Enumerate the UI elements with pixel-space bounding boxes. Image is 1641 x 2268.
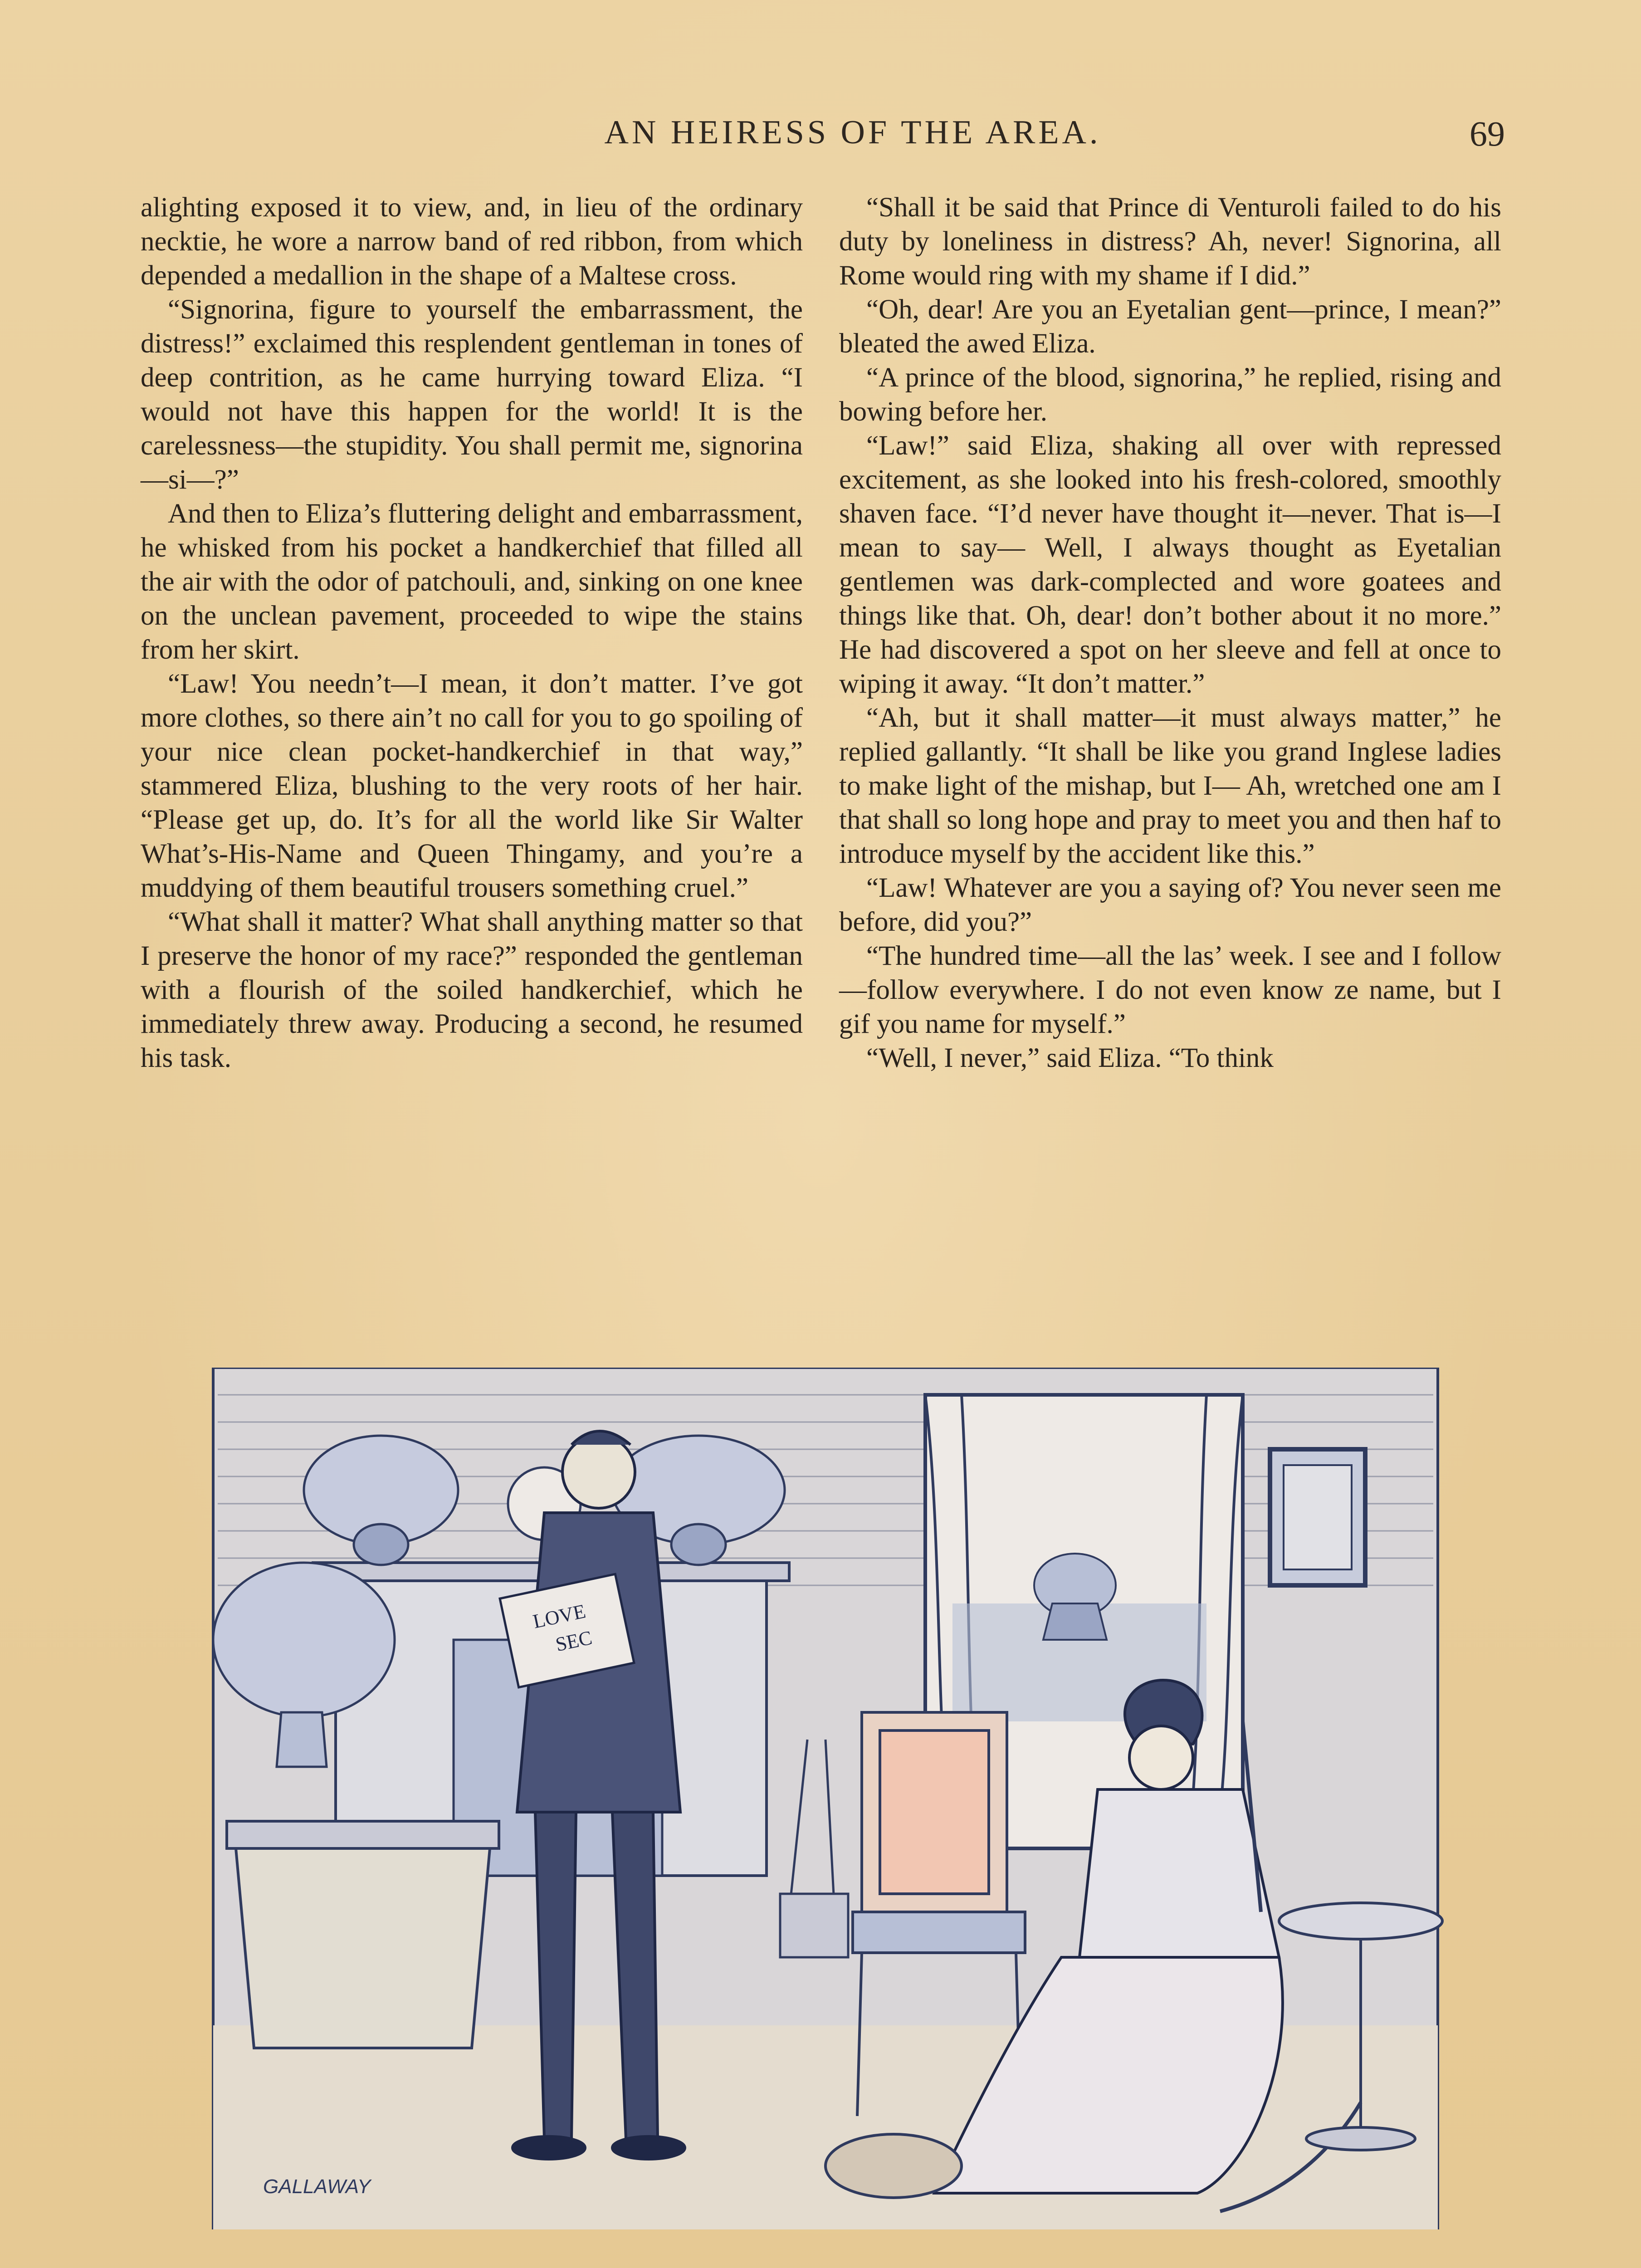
paragraph: “Signorina, figure to yourself the embarrassment, the distress!” exclaimed this resplendent gentleman in tones of deep contrition, as he came hurrying toward Eliza. “I would not have this happen for the world! It is the carelessness—the stupidity. You shall permit me, signorina—si—?” (141, 294, 803, 495)
page-number: 69 (1470, 114, 1505, 153)
paragraph: “Law! Whatever are you a saying of? You never seen me before, did you?” (839, 873, 1501, 937)
side-table (227, 1821, 499, 2048)
artist-signature: GALLAWAY (263, 2175, 371, 2198)
illustration-drawing (200, 1368, 1451, 2229)
paragraph: “Well, I never,” said Eliza. “To think (866, 1043, 1274, 1073)
right-column (839, 191, 1501, 1075)
running-head: AN HEIRESS OF THE AREA. (604, 114, 1101, 151)
window-plant (1034, 1554, 1116, 1640)
paragraph: “Oh, dear! Are you an Eyetalian gent—prince, I mean?” bleated the awed Eliza. (839, 294, 1501, 359)
book-label-1: LOVE (531, 1600, 588, 1633)
paragraph: “A prince of the blood, signorina,” he replied, rising and bowing before her. (839, 362, 1501, 427)
paragraph: And then to Eliza’s fluttering delight and embarrassment, he whisked from his pocket a handkerchief that filled all the air with the odor of patchouli, and, sinking on one knee on the unclean pavement, proceeded to wipe the stains from her skirt. (141, 499, 803, 665)
paragraph: alighting exposed it to view, and, in lieu of the ordinary necktie, he wore a narrow band of red ribbon, from which depended a medallion in the shape of a Maltese cross. (141, 192, 803, 291)
paragraph: “Ah, but it shall matter—it must always matter,” he replied gallantly. “It shall be like you grand Inglese ladies to make light of the mishap, but I— Ah, wretched one am I that shall so long hope and pray to meet you and then haf to introduce myself by the accident like this.” (839, 703, 1501, 869)
paragraph: “What shall it matter? What shall anything matter so that I preserve the honor of my race?” responded the gentleman with a flourish of the soiled handkerchief, which he immediately threw away. Producing a second, he resumed his task. (141, 907, 803, 1073)
paragraph: “Law! You needn’t—I mean, it don’t matter. I’ve got more clothes, so there ain’t no call for you to go spoiling of your nice clean pocket-handkerchief in that way,” stammered Eliza, blushing to the very roots of her hair. “Please get up, do. It’s for all the world like Sir Walter What’s-His-Name and Queen Thingamy, and you’re a muddying of them beautiful trousers something cruel.” (141, 669, 803, 903)
paragraph: “The hundred time—all the las’ week. I see and I follow—follow everywhere. I do not even know ze name, but I gif you name for myself.” (839, 941, 1501, 1039)
book-label-2: SEC (553, 1626, 594, 1656)
left-column (141, 191, 803, 1075)
illustration (200, 1368, 1451, 2229)
paragraph: “Law!” said Eliza, shaking all over with repressed excitement, as she looked into his fresh-colored, smoothly shaven face. “I’d never have thought it—never. That is—I mean to say— Well, I always thought as Eyetalian gentlemen was dark-complected and wore goatees and things like that. Oh, dear! don’t bother about it no more.” He had discovered a spot on her sleeve and fell at once to wiping it away. “It don’t matter.” (839, 430, 1501, 699)
paragraph: “Shall it be said that Prince di Venturoli failed to do his duty by loneliness in distress? Ah, never! Signorina, all Rome would ring with my shame if I did.” (839, 192, 1501, 291)
footstool (825, 2134, 962, 2198)
